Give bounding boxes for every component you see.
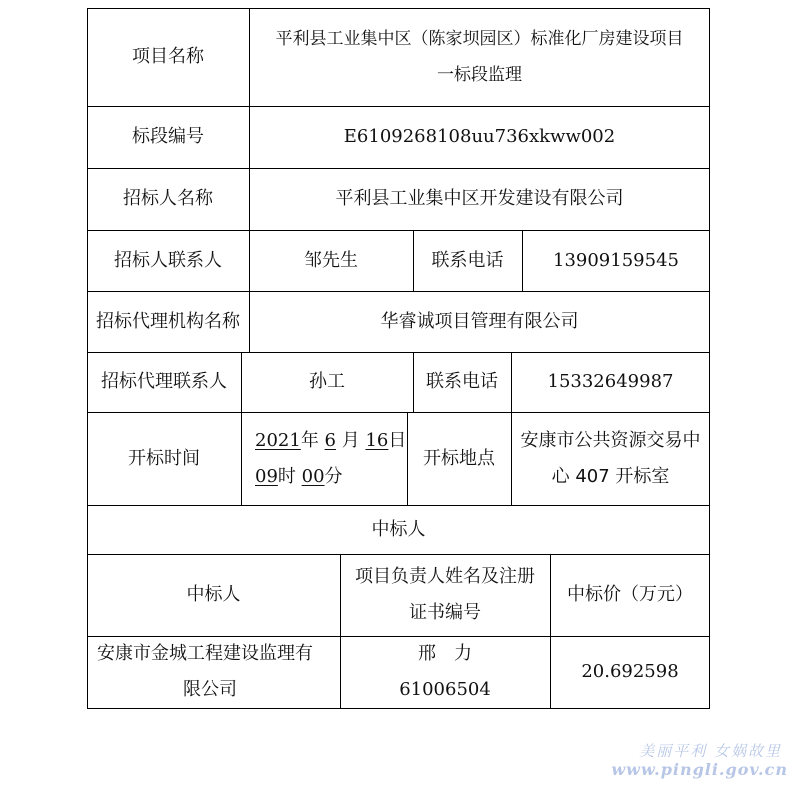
bid-result-table <box>87 8 710 709</box>
site-watermark <box>598 740 794 780</box>
watermark-slogan: 美丽平利 女娲故里 <box>639 742 782 760</box>
agency-phone-value: 15332649987 <box>547 371 674 392</box>
opening-place-label: 开标地点 <box>423 447 495 469</box>
winner-section-title: 中标人 <box>371 518 426 540</box>
tenderer-contact-label: 招标人联系人 <box>114 249 222 271</box>
tenderer-value: 平利县工业集中区开发建设有限公司 <box>335 188 624 209</box>
tenderer-phone-label: 联系电话 <box>431 249 504 271</box>
price-header: 中标价（万元） <box>567 584 693 605</box>
agency-phone-label: 联系电话 <box>426 371 498 392</box>
opening-time-value: 2021年 6 月 16日 09时 00分 <box>255 429 407 487</box>
winning-price: 20.692598 <box>581 661 679 682</box>
winner-header: 中标人 <box>186 584 241 605</box>
tenderer-phone-value: 13909159545 <box>553 249 679 271</box>
agency-value: 华睿诚项目管理有限公司 <box>380 310 579 332</box>
winner-name: 安康市金城工程建设监理有 限公司 <box>97 643 313 700</box>
agency-contact-label: 招标代理联系人 <box>101 371 227 392</box>
tenderer-contact-name: 邹先生 <box>304 249 358 271</box>
tenderer-label: 招标人名称 <box>123 188 213 209</box>
opening-time-label: 开标时间 <box>128 447 200 469</box>
section-number-label: 标段编号 <box>132 126 204 147</box>
project-name-label: 项目名称 <box>132 46 204 67</box>
section-number-value: E6109268108uu736xkww002 <box>343 126 616 147</box>
manager-info: 邢 力 61006504 <box>399 643 491 700</box>
manager-header: 项目负责人姓名及注册 证书编号 <box>355 566 535 623</box>
watermark-url: www.pingli.gov.cn <box>611 760 788 779</box>
agency-contact-name: 孙工 <box>309 371 345 392</box>
agency-label: 招标代理机构名称 <box>96 310 240 332</box>
project-name-value: 平利县工业集中区（陈家坝园区）标准化厂房建设项目 一标段监理 <box>275 29 684 85</box>
opening-place-value: 安康市公共资源交易中 心 407 开标室 <box>520 429 701 487</box>
